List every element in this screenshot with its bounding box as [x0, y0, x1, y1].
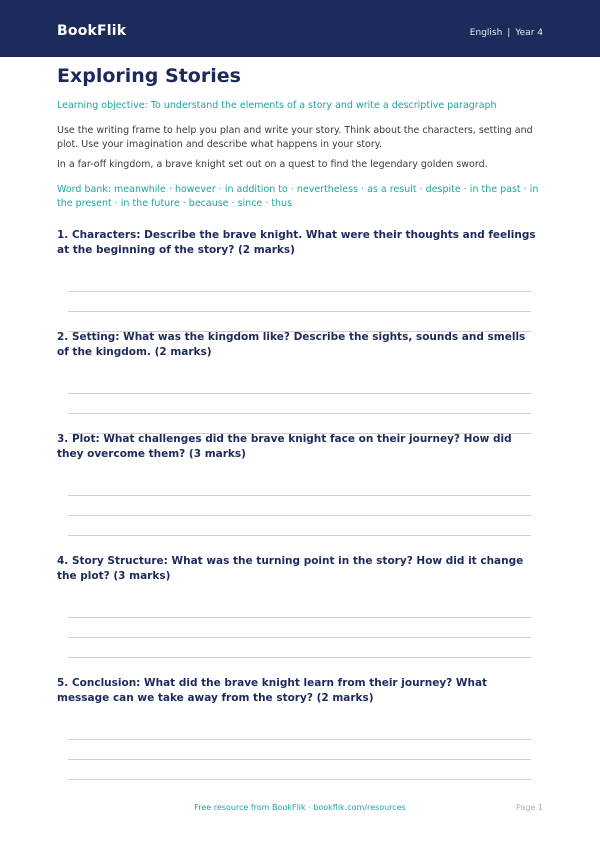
subject-label: English: [469, 28, 503, 38]
brand-logo-text: BookFlik: [57, 23, 127, 39]
answer-line[interactable]: [68, 779, 531, 780]
page-header: [0, 0, 600, 57]
word-bank: Word bank: meanwhile · however · in addition to · nevertheless · as a result · despite · in the past · in the present · in the future · because · since · thus: [57, 184, 539, 209]
question-2: 2. Setting: What was the kingdom like? Describe the sights, sounds and smells of the kingdom. (2 marks): [57, 331, 526, 358]
question-1: 1. Characters: Describe the brave knight. What were their thoughts and feelings at the beginning of the story? (2 marks): [57, 229, 536, 256]
answer-line[interactable]: [68, 291, 531, 292]
answer-line[interactable]: [68, 657, 531, 658]
question-5: 5. Conclusion: What did the brave knight learn from their journey? What message can we take away from the story? (2 marks): [57, 677, 488, 704]
answer-line[interactable]: [68, 413, 531, 414]
answer-line[interactable]: [68, 759, 531, 760]
answer-line[interactable]: [68, 535, 531, 536]
learning-objective: Learning objective: To understand the elements of a story and write a descriptive paragraph: [57, 100, 497, 111]
subject-year-label: [470, 28, 543, 38]
story-prompt: In a far-off kingdom, a brave knight set out on a quest to find the legendary golden sword.: [57, 159, 488, 170]
year-label: Year 4: [515, 28, 543, 38]
answer-line[interactable]: [68, 393, 531, 394]
page-number: Page 1: [516, 803, 543, 812]
answer-line[interactable]: [68, 311, 531, 312]
answer-line[interactable]: [68, 617, 531, 618]
instructions-text: Use the writing frame to help you plan and write your story. Think about the characters, setting and plot. Use your imagination and describe what happens in your story.: [57, 125, 533, 150]
question-4: 4. Story Structure: What was the turning point in the story? How did it change the plot? (3 marks): [57, 555, 524, 582]
answer-line[interactable]: [68, 515, 531, 516]
question-3: 3. Plot: What challenges did the brave knight face on their journey? How did they overcome them? (3 marks): [57, 433, 512, 460]
separator: |: [507, 28, 511, 38]
answer-line[interactable]: [68, 637, 531, 638]
answer-line[interactable]: [68, 495, 531, 496]
footer-credit: Free resource from BookFlik · bookflik.com/resources: [194, 803, 406, 812]
answer-line[interactable]: [68, 739, 531, 740]
page-title: Exploring Stories: [57, 65, 241, 87]
